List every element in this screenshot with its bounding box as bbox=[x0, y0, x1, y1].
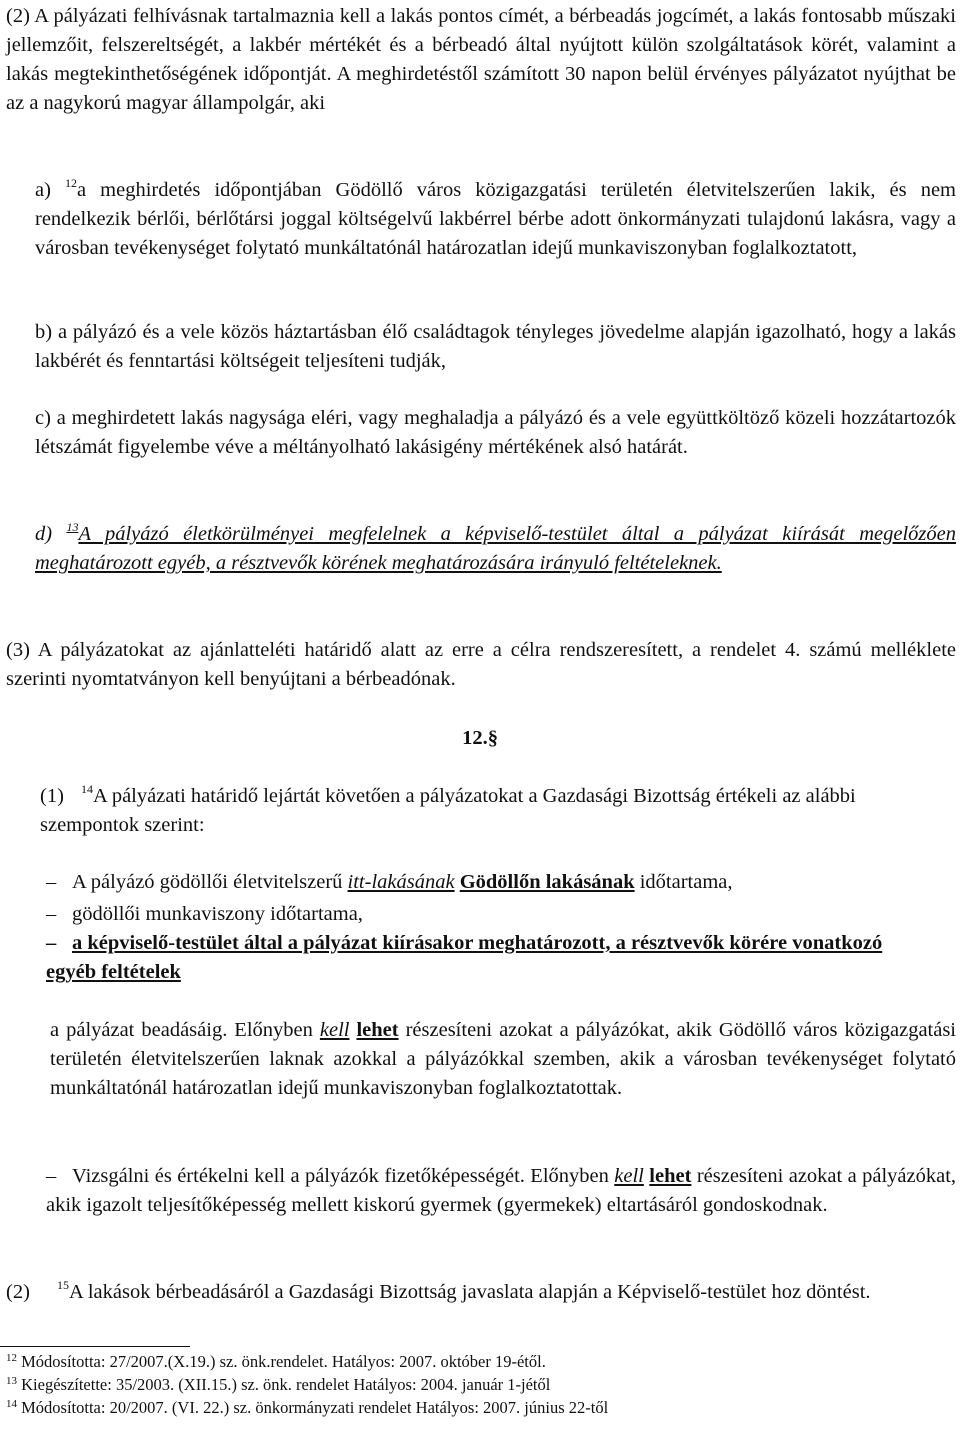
criterion-4: – Vizsgálni és értékelni kell a pályázók fizetőképességét. Előnyben kell lehet részesíteni azokat a pályázókat, akik igazolt teljesítőképesség mellett kiskorú gyermek (gyermekek) eltartásáról gondoskodnak. bbox=[46, 1162, 956, 1220]
item-d-text: A pályázó életkörülményei megfelelnek a képviselő-testület által a pályázat kiírását megelőzően meghatározott egyéb, a résztvevők körének meghatározására irányuló feltételeknek. bbox=[35, 523, 956, 574]
paragraph-2-text: (2) A pályázati felhívásnak tartalmaznia kell a lakás pontos címét, a bérbeadás jogcímét, a lakás fontosabb műszaki jellemzőit, felszereltségét, a lakbér mértékét és a bérbeadó által nyújtott külön szolgáltatások körét, valamint a lakás megtekinthetőségének időpontját. A meghirdetéstől számított 30 napon belül érvényes pályázatot nyújthat be az a nagykorú magyar állampolgár, aki bbox=[6, 5, 956, 114]
item-b-text: b) a pályázó és a vele közös háztartásban élő családtagok tényleges jövedelme alapján igazolható, hogy a lakás lakbérét és fenntartási költségeit teljesíteni tudják, bbox=[35, 321, 956, 372]
footnote-ref-15[interactable]: 15 bbox=[57, 1278, 70, 1292]
footnote-12 bbox=[6, 1352, 956, 1371]
paragraph-3-text: (3) A pályázatokat az ajánlatteléti határidő alatt az erre a célra rendszeresített, a rendelet 4. számú melléklete szerinti nyomtatványon kell benyújtani a bérbeadónak. bbox=[6, 639, 956, 690]
footnote-14 bbox=[6, 1398, 956, 1417]
deadline-paragraph: a pályázat beadásáig. Előnyben kell lehet részesíteni azokat a pályázókat, akik Gödöllő város közigazgatási területén életvitelszerűen laknak azokkal a pályázókkal szemben, akik a városban tevékenységet folytató munkáltatónál határozatlan idejű munkaviszonyban foglalkoztatottak. bbox=[50, 1019, 957, 1099]
footnote-number: 13 bbox=[6, 1375, 17, 1387]
inserted-text: Gödöllőn lakásának bbox=[459, 871, 635, 893]
criterion-2: – gödöllői munkaviszony időtartama, bbox=[46, 900, 956, 929]
footnote-text: Módosította: 27/2007.(X.19.) sz. önk.rendelet. Hatályos: 2007. október 19-étől. bbox=[21, 1352, 546, 1371]
dash-bullet-icon: – bbox=[46, 932, 57, 954]
criterion-3: – a képviselő-testület által a pályázat kiírásakor meghatározott, a résztvevők körére vonatkozó egyéb feltételek bbox=[46, 929, 896, 987]
paragraph-1-label: (1) bbox=[40, 785, 64, 807]
deleted-text: itt-lakásának bbox=[347, 871, 455, 893]
dash-bullet-icon: – bbox=[46, 871, 57, 893]
item-a-label: a) bbox=[35, 179, 51, 201]
footnote-number: 12 bbox=[6, 1352, 17, 1364]
item-a bbox=[35, 176, 956, 263]
footnote-ref-13[interactable]: 13 bbox=[66, 520, 79, 534]
deleted-word: kell bbox=[319, 1019, 350, 1041]
deleted-word: kell bbox=[614, 1165, 644, 1187]
paragraph-3 bbox=[6, 636, 956, 694]
dash-bullet-icon: – bbox=[46, 903, 57, 925]
item-d-label: d) bbox=[35, 523, 53, 545]
item-d bbox=[35, 520, 956, 578]
inserted-word: lehet bbox=[649, 1165, 692, 1187]
footnote-text: Kiegészítette: 35/2003. (XII.15.) sz. önk. rendelet Hatályos: 2004. január 1-jétől bbox=[21, 1375, 551, 1394]
section-title bbox=[0, 724, 960, 753]
item-a-text: a meghirdetés időpontjában Gödöllő város közigazgatási területén életvitelszerűen lakik, és nem rendelkezik bérlői, bérlőtársi joggal költségelvű lakbérrel bérbe adott önkormányzati tulajdonú lakásra, vagy a városban tevékenységet folytató munkáltatónál határozatlan idejű munkaviszonyban foglalkoztatott, bbox=[35, 179, 956, 259]
footnote-number: 14 bbox=[6, 1398, 17, 1410]
item-b bbox=[35, 318, 956, 376]
inserted-word: lehet bbox=[356, 1019, 399, 1041]
footnote-text: Módosította: 20/2007. (VI. 22.) sz. önkormányzati rendelet Hatályos: 2007. június 22-től bbox=[21, 1398, 609, 1417]
item-c-text: c) a meghirdetett lakás nagysága eléri, vagy meghaladja a pályázó és a vele együttköltöző közeli hozzátartozók létszámát figyelembe véve a méltányolható lakásigény mértékének alsó határát. bbox=[35, 407, 956, 458]
paragraph-2 bbox=[6, 2, 956, 118]
footnote-13 bbox=[6, 1375, 956, 1394]
paragraph-1-text: A pályázati határidő lejártát követően a pályázatokat a Gazdasági Bizottság értékeli az alábbi szempontok szerint: bbox=[40, 785, 856, 836]
criterion-1: – A pályázó gödöllői életvitelszerű itt-lakásának Gödöllőn lakásának időtartama, bbox=[46, 868, 956, 897]
section-12-paragraph-2 bbox=[6, 1278, 956, 1307]
footnote-ref-14[interactable]: 14 bbox=[81, 782, 94, 796]
section-title-text: 12.§ bbox=[462, 727, 498, 749]
paragraph-2-text: A lakások bérbeadásáról a Gazdasági Bizottság javaslata alapján a Képviselő-testület hoz döntést. bbox=[69, 1281, 871, 1303]
item-c bbox=[35, 404, 956, 462]
footnote-ref-12[interactable]: 12 bbox=[65, 176, 78, 190]
footnote-separator bbox=[0, 1346, 190, 1347]
paragraph-2-label: (2) bbox=[6, 1281, 30, 1303]
dash-bullet-icon: – bbox=[46, 1165, 57, 1187]
section-12-paragraph-1 bbox=[40, 782, 956, 840]
